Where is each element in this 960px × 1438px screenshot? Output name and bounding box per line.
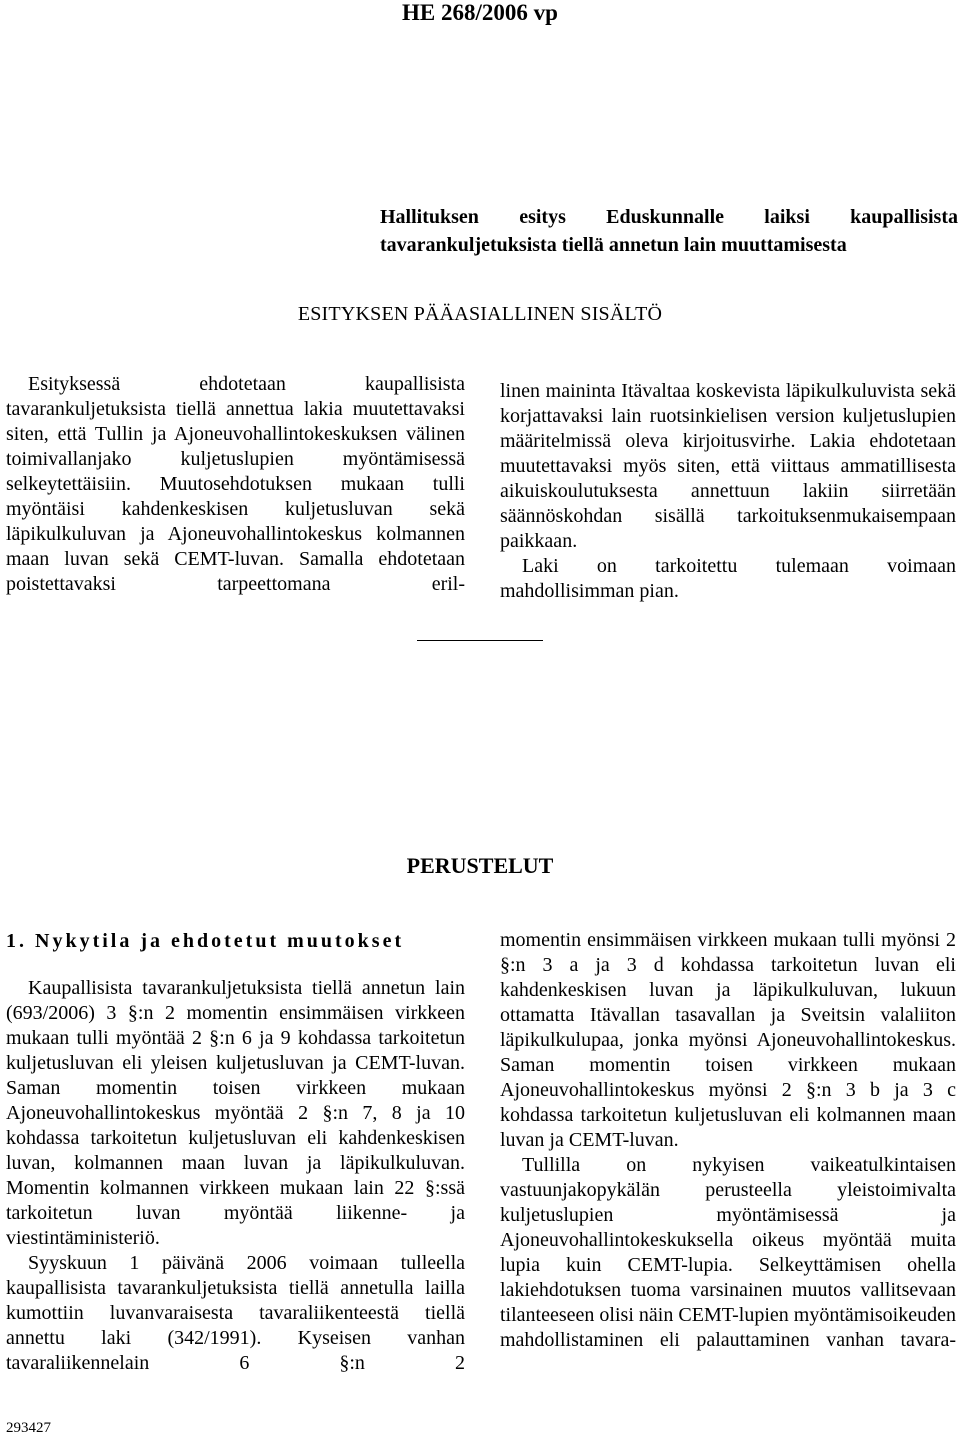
body-paragraph: Tullilla on nykyisen vaikeatulkintaisen vastuunjakopykälän perusteella yleistoimivalta kuljetuslupien myöntämisessä ja Ajoneuvohallintokeskuksella oikeus myöntää muita lupia kuin CEMT-lupia. Selkeyttämisen ohella lakiehdotuksen tuoma varsinainen muutos vallitsevaan tilanteeseen olisi näin CEMT-lupien myöntämisoikeuden mahdollistaminen eli palauttaminen vanhan tavara- bbox=[500, 1154, 956, 1351]
subsection-heading: 1. Nykytila ja ehdotetut muutokset bbox=[6, 930, 405, 952]
document-header: HE 268/2006 vp bbox=[402, 0, 558, 25]
summary-right-column bbox=[500, 379, 956, 604]
body-paragraph: Syyskuun 1 päivänä 2006 voimaan tulleella kaupallisista tavarankuljetuksista tiellä annetulla lailla kumottiin luvanvaraisesta tavaraliikenteestä tiellä annettu laki (342/1991). Kyseisen vanhan tavaraliikennelain 6 §:n 2 bbox=[6, 1252, 465, 1374]
body-paragraph: Kaupallisista tavarankuljetuksista tiellä annetun lain (693/2006) 3 §:n 2 momentin ensimmäisen virkkeen mukaan tulli myöntää 2 §:n 6 ja 9 kohdassa tarkoitetun kuljetusluvan eli yleisen kuljetusluvan ja CEMT-luvan. Saman momentin toisen virkkeen mukaan Ajoneuvohallintokeskus myöntää 2 §:n 7, 8 ja 10 kohdassa tarkoitetun kuljetusluvan eli kahdenkeskisen luvan, kolmannen maan luvan ja läpikulkuluvan. Momentin kolmannen virkkeen mukaan lain 22 §:ssä tarkoitetun luvan myöntää liikenne- ja viestintäministeriö. bbox=[6, 977, 465, 1249]
summary-paragraph: Esityksessä ehdotetaan kaupallisista tavarankuljetuksista tiellä annettua lakia muutettavaksi siten, että Tullin ja Ajoneuvohallintokeskuksen välinen toimivallanjako kuljetuslupien myöntämisessä selkeytettäisiin. Muutosehdotuksen mukaan tulli myöntäisi kahdenkeskisen kuljetusluvan sekä läpikulkuluvan ja Ajoneuvohallintokeskus kolmannen maan luvan sekä CEMT-luvan. Samalla ehdotetaan poistettavaksi tarpeettomana eril- bbox=[6, 373, 465, 595]
summary-heading: ESITYKSEN PÄÄASIALLINEN SISÄLTÖ bbox=[297, 303, 663, 325]
body-paragraph: momentin ensimmäisen virkkeen mukaan tulli myönsi 2 §:n 3 a ja 3 d kohdassa tarkoitetun luvan eli kahdenkeskisen luvan ja läpikulkuluvan, lukuun ottamatta Itävallan tasavallan ja Sveitsin valaliiton läpikulkulupaa, jonka myönsi Ajoneuvohallintokeskus. Saman momentin toisen virkkeen mukaan Ajoneuvohallintokeskus myönsi 2 §:n 3 b ja 3 c kohdassa tarkoitetun kuljetusluvan eli kolmannen maan luvan ja CEMT-luvan. bbox=[500, 929, 956, 1151]
summary-paragraph: Laki on tarkoitettu tulemaan voimaan mahdollisimman pian. bbox=[500, 555, 956, 602]
document-title: Hallituksen esitys Eduskunnalle laiksi kaupallisista tavarankuljetuksista tiellä annetun lain muuttamisesta bbox=[380, 206, 958, 256]
section-divider bbox=[417, 640, 543, 641]
perustelut-heading: PERUSTELUT bbox=[406, 853, 554, 878]
summary-paragraph: linen maininta Itävaltaa koskevista läpikulkuluvista sekä korjattavaksi lain ruotsinkielisen version kuljetuslupien määritelmissä oleva kirjoitusvirhe. Lakia ehdotetaan muutettavaksi myös siten, että viittaus ammatillisesta aikuiskoulutuksesta annettuun lakiin siirretään säännöskohdan sisällä tarkoituksenmukaisempaan paikkaan. bbox=[500, 380, 956, 552]
summary-left-column bbox=[6, 372, 465, 597]
perustelut-right-column bbox=[500, 928, 956, 1353]
perustelut-left-column bbox=[6, 928, 465, 1376]
page-number: 293427 bbox=[6, 1420, 51, 1436]
